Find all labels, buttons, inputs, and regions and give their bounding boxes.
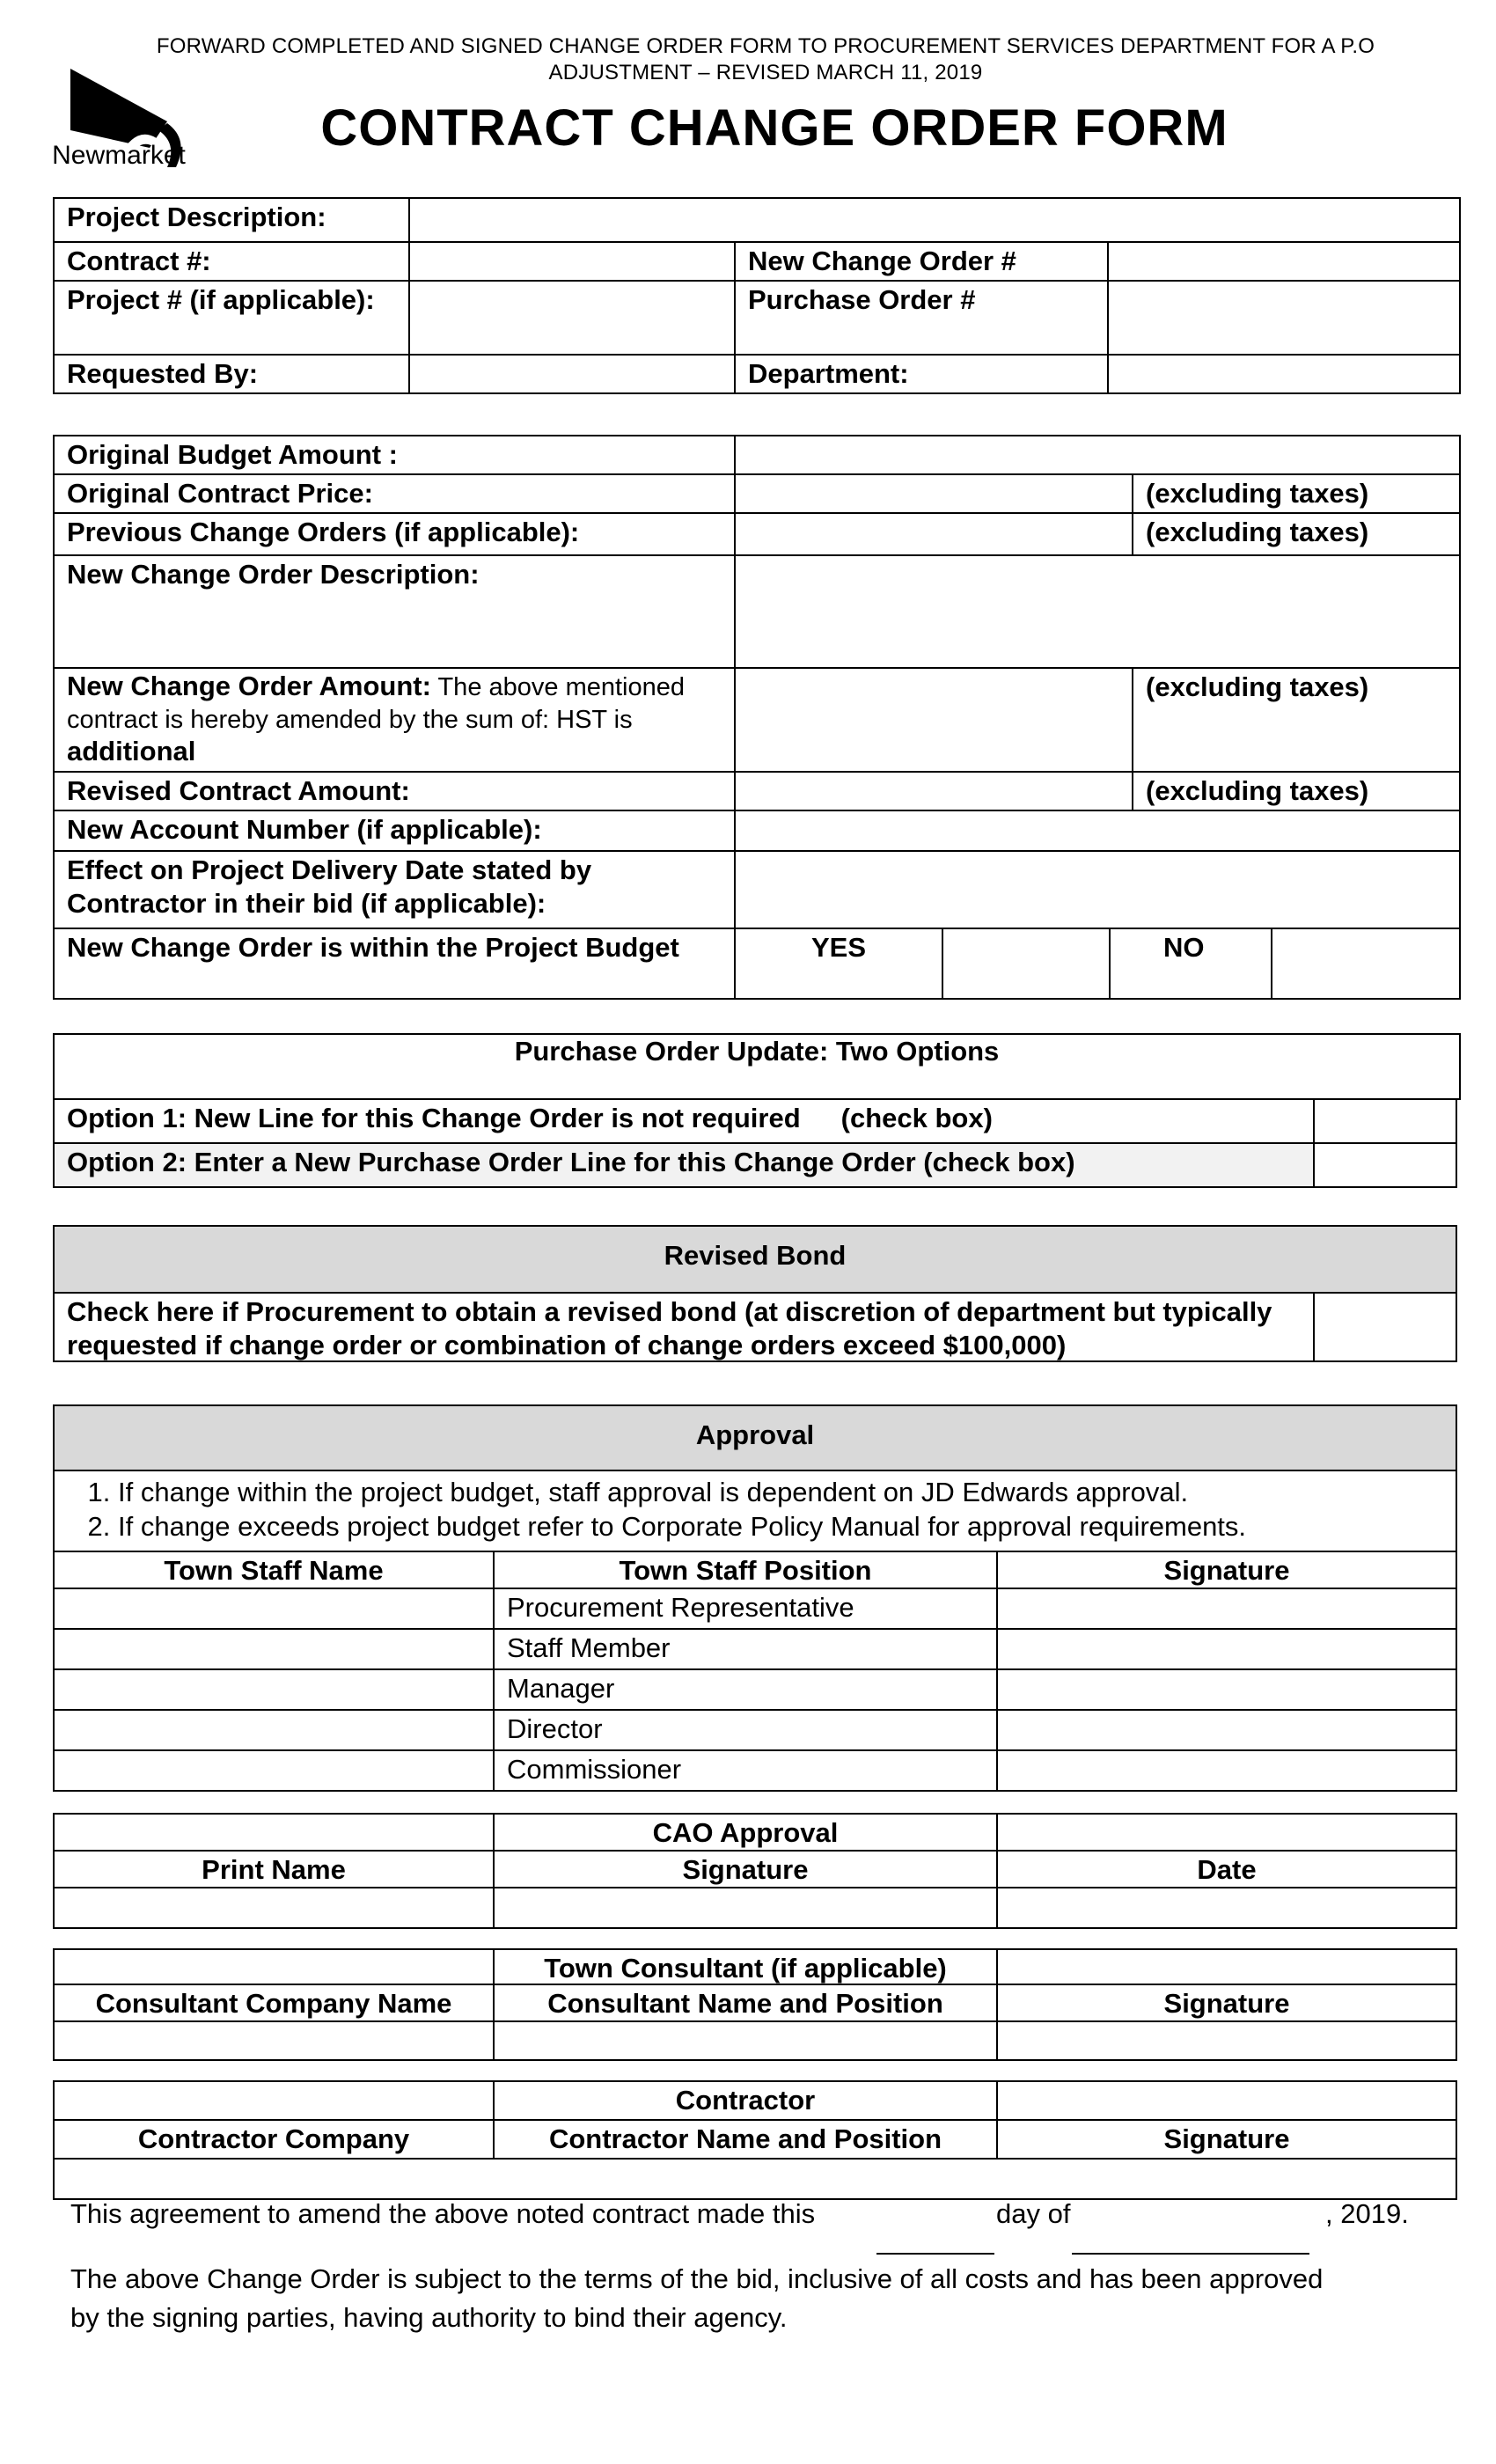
original-contract-price-label: Original Contract Price: [53, 473, 736, 514]
effect-delivery-label: Effect on Project Delivery Date stated by Contractor in their bid (if applicable): [53, 850, 736, 929]
staff-position-header: Town Staff Position [493, 1551, 998, 1589]
submission-notice: FORWARD COMPLETED AND SIGNED CHANGE ORDER FORM TO PROCUREMENT SERVICES DEPARTMENT FOR A P.O ADJUSTMENT – REVISED MARCH 11, 2019 [156, 34, 1375, 84]
staff-signature-field[interactable] [996, 1588, 1457, 1630]
agreement-text: This agreement to amend the above noted contract made this [70, 2198, 816, 2229]
consultant-heading: Town Consultant (if applicable) [493, 1948, 998, 1985]
staff-position: Staff Member [493, 1628, 998, 1670]
new-change-order-field[interactable] [1107, 241, 1461, 282]
form-title: CONTRACT CHANGE ORDER FORM [320, 99, 1228, 157]
logo-text: Newmarket [52, 141, 186, 170]
project-number-field[interactable] [408, 280, 736, 356]
previous-change-orders-label: Previous Change Orders (if applicable): [53, 512, 736, 556]
cao-heading: CAO Approval [493, 1813, 998, 1852]
staff-name-header: Town Staff Name [53, 1551, 495, 1589]
new-co-amount-field[interactable] [734, 667, 1133, 773]
new-account-number-field[interactable] [734, 810, 1461, 852]
day-blank[interactable] [876, 2253, 994, 2255]
approval-instructions [53, 1470, 1457, 1552]
staff-signature-field[interactable] [996, 1709, 1457, 1751]
new-account-number-label: New Account Number (if applicable): [53, 810, 736, 852]
excluding-taxes-3: (excluding taxes) [1132, 667, 1461, 773]
original-budget-field[interactable] [734, 435, 1461, 475]
staff-position: Manager [493, 1668, 998, 1711]
new-co-amount-title: New Change Order Amount: [67, 671, 431, 701]
yes-label: YES [734, 928, 943, 1000]
staff-signature-header: Signature [996, 1551, 1457, 1589]
staff-name-field[interactable] [53, 1709, 495, 1751]
consultant-blank-cell [53, 1948, 495, 1985]
contractor-blank-cell [53, 2080, 495, 2121]
contractor-signature-header: Signature [996, 2119, 1457, 2160]
project-description-label: Project Description: [53, 197, 410, 243]
consultant-blank-cell [996, 1948, 1457, 1985]
consultant-signature-field[interactable] [996, 2020, 1457, 2061]
project-number-label: Project # (if applicable): [53, 280, 410, 356]
purchase-order-label: Purchase Order # [734, 280, 1109, 356]
year-text: , 2019. [1325, 2198, 1409, 2229]
consultant-name-header: Consultant Name and Position [493, 1984, 998, 2022]
cao-print-name-field[interactable] [53, 1887, 495, 1929]
new-co-description-field[interactable] [734, 554, 1461, 669]
cao-blank-cell [53, 1813, 495, 1852]
consultant-company-header: Consultant Company Name [53, 1984, 495, 2022]
staff-name-field[interactable] [53, 1588, 495, 1630]
new-change-order-label: New Change Order # [734, 241, 1109, 282]
new-co-description-label: New Change Order Description: [53, 554, 736, 669]
original-budget-label: Original Budget Amount : [53, 435, 736, 475]
consultant-company-field[interactable] [53, 2020, 495, 2061]
original-contract-price-field[interactable] [734, 473, 1133, 514]
terms-text: The above Change Order is subject to the terms of the bid, inclusive of all costs and has been approved by the signing parties, having authority to bind their agency. [70, 2263, 1324, 2333]
staff-position: Director [493, 1709, 998, 1751]
cao-print-name-header: Print Name [53, 1850, 495, 1888]
consultant-signature-header: Signature [996, 1984, 1457, 2022]
cao-signature-field[interactable] [493, 1887, 998, 1929]
department-label: Department: [734, 354, 1109, 394]
requested-by-field[interactable] [408, 354, 736, 394]
contract-number-label: Contract #: [53, 241, 410, 282]
requested-by-label: Requested By: [53, 354, 410, 394]
cao-date-header: Date [996, 1850, 1457, 1888]
yes-checkbox[interactable] [942, 928, 1111, 1000]
revised-bond-checkbox[interactable] [1313, 1292, 1457, 1362]
option1-text: Option 1: New Line for this Change Order is not required [67, 1103, 801, 1133]
excluding-taxes-1: (excluding taxes) [1132, 473, 1461, 514]
option2-label: Option 2: Enter a New Purchase Order Line for this Change Order (check box) [53, 1142, 1315, 1188]
month-blank[interactable] [1072, 2253, 1309, 2255]
staff-signature-field[interactable] [996, 1749, 1457, 1792]
staff-name-field[interactable] [53, 1628, 495, 1670]
hst-additional: additional [67, 736, 196, 766]
contractor-heading: Contractor [493, 2080, 998, 2121]
contractor-blank-cell [996, 2080, 1457, 2121]
staff-position: Commissioner [493, 1749, 998, 1792]
approval-item: 1. If change within the project budget, staff approval is dependent on JD Edwards approval. [118, 1475, 1456, 1509]
approval-heading: Approval [53, 1404, 1457, 1471]
within-budget-label: New Change Order is within the Project Budget [53, 928, 736, 1000]
effect-delivery-field[interactable] [734, 850, 1461, 929]
contract-number-field[interactable] [408, 241, 736, 282]
contractor-entry-field[interactable] [53, 2158, 1457, 2200]
no-checkbox[interactable] [1271, 928, 1461, 1000]
staff-position: Procurement Representative [493, 1588, 998, 1630]
option1-label [53, 1098, 1315, 1144]
contractor-company-header: Contractor Company [53, 2119, 495, 2160]
no-label: NO [1109, 928, 1272, 1000]
option1-checkbox[interactable] [1313, 1098, 1457, 1144]
po-update-heading: Purchase Order Update: Two Options [53, 1033, 1461, 1100]
revised-bond-heading: Revised Bond [53, 1225, 1457, 1294]
option1-check-note: (check box) [840, 1103, 993, 1133]
previous-change-orders-field[interactable] [734, 512, 1133, 556]
staff-signature-field[interactable] [996, 1668, 1457, 1711]
new-co-amount-label [53, 667, 736, 773]
cao-blank-cell [996, 1813, 1457, 1852]
excluding-taxes-4: (excluding taxes) [1132, 771, 1461, 811]
revised-bond-text: Check here if Procurement to obtain a revised bond (at discretion of department but typically requested if change order or combination of change orders exceed $100,000) [53, 1292, 1315, 1362]
revised-contract-amount-label: Revised Contract Amount: [53, 771, 736, 811]
project-description-field[interactable] [408, 197, 1461, 243]
department-field[interactable] [1107, 354, 1461, 394]
staff-name-field[interactable] [53, 1749, 495, 1792]
approval-list [55, 1475, 1456, 1544]
excluding-taxes-2: (excluding taxes) [1132, 512, 1461, 556]
staff-signature-field[interactable] [996, 1628, 1457, 1670]
option2-checkbox[interactable] [1313, 1142, 1457, 1188]
purchase-order-field[interactable] [1107, 280, 1461, 356]
cao-signature-header: Signature [493, 1850, 998, 1888]
new-co-amount-desc: The above mentioned contract is hereby amended by the sum of: HST is [67, 673, 685, 734]
cao-date-field[interactable] [996, 1887, 1457, 1929]
day-of-text: day of [996, 2198, 1071, 2229]
revised-contract-amount-field[interactable] [734, 771, 1133, 811]
consultant-name-field[interactable] [493, 2020, 998, 2061]
contractor-name-header: Contractor Name and Position [493, 2119, 998, 2160]
approval-item: 2. If change exceeds project budget refer to Corporate Policy Manual for approval requirements. [118, 1509, 1456, 1544]
staff-name-field[interactable] [53, 1668, 495, 1711]
